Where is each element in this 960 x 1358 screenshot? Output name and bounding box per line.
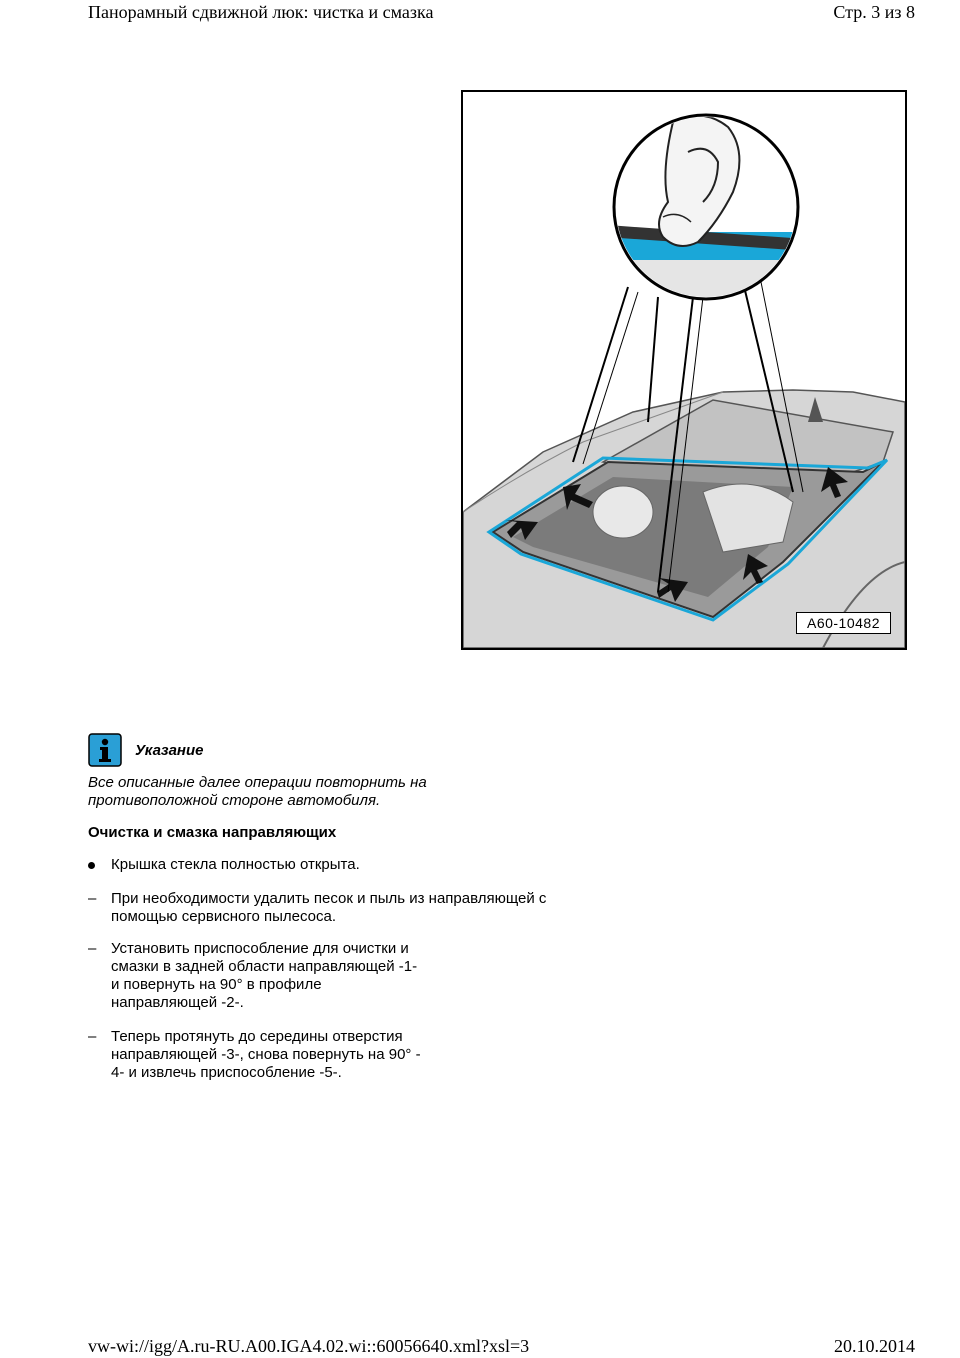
note-title: Указание bbox=[135, 742, 204, 759]
figure-code: A60-10482 bbox=[796, 612, 891, 634]
dash-marker: – bbox=[88, 1028, 97, 1045]
step-line: направляющей -3-, снова повернуть на 90° - bbox=[111, 1046, 421, 1063]
step-line: При необходимости удалить песок и пыль из направляющей с bbox=[111, 890, 547, 907]
document-url: vw-wi://igg/A.ru-RU.A00.IGA4.02.wi::60056640.xml?xsl=3 bbox=[88, 1336, 530, 1356]
step-line: направляющей -2-. bbox=[111, 994, 244, 1011]
page-number: Стр. 3 из 8 bbox=[833, 2, 915, 22]
step-line: Установить приспособление для очистки и bbox=[111, 940, 409, 957]
step-line: Крышка стекла полностью открыта. bbox=[111, 856, 360, 873]
step-line: 4- и извлечь приспособление -5-. bbox=[111, 1064, 342, 1081]
step-line: смазки в задней области направляющей -1- bbox=[111, 958, 418, 975]
note-text: Все описанные далее операции повторнить на противоположной стороне автомобиля. bbox=[88, 774, 427, 809]
step-line: и повернуть на 90° в профиле bbox=[111, 976, 322, 993]
document-date: 20.10.2014 bbox=[834, 1336, 915, 1356]
sunroof-illustration bbox=[461, 90, 907, 650]
info-icon bbox=[88, 733, 122, 767]
document-title: Панорамный сдвижной люк: чистка и смазка bbox=[88, 2, 434, 22]
step-line: Теперь протянуть до середины отверстия bbox=[111, 1028, 403, 1045]
section-heading: Очистка и смазка направляющих bbox=[88, 824, 337, 841]
dash-marker: – bbox=[88, 940, 97, 957]
step-line: помощью сервисного пылесоса. bbox=[111, 908, 337, 925]
dash-marker: – bbox=[88, 890, 97, 907]
bullet-icon bbox=[88, 856, 108, 874]
